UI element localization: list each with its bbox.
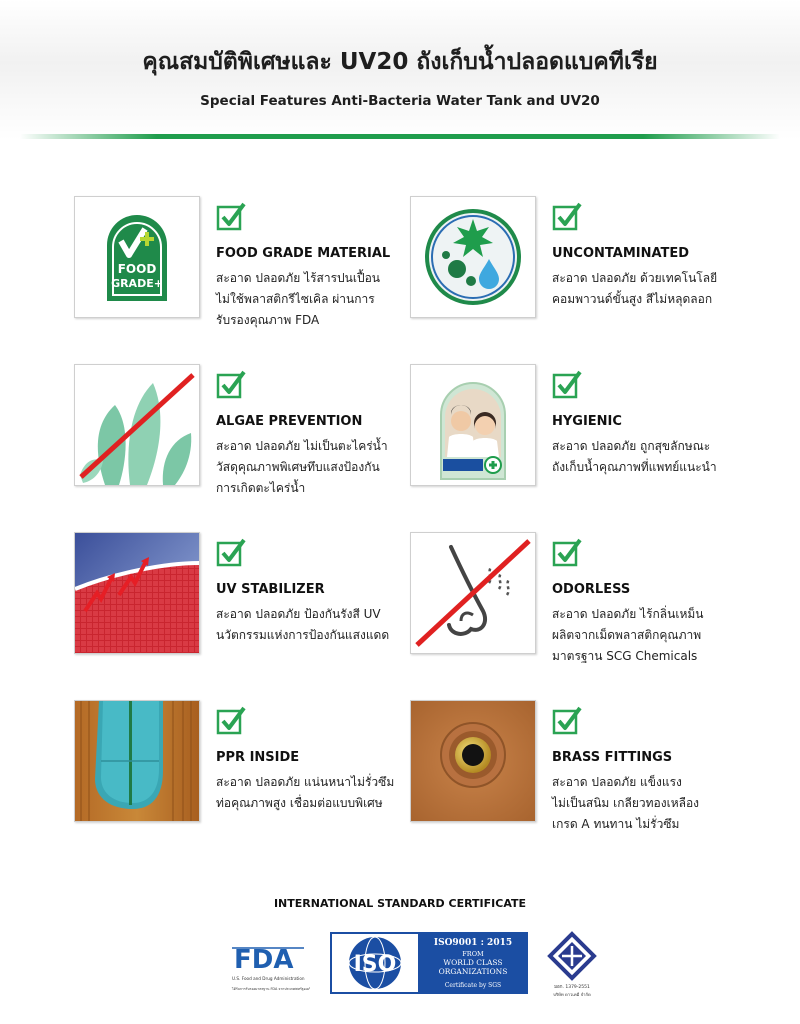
badge-text-grade: GRADE+ <box>111 277 163 290</box>
feature-description <box>552 604 742 667</box>
feature-odorless <box>410 532 740 662</box>
check-icon <box>216 538 246 568</box>
food-grade-badge-icon <box>74 196 200 318</box>
feature-title: ALGAE PREVENTION <box>216 414 363 429</box>
iso-standard-text: ISO9001 : 2015 <box>433 938 513 948</box>
feature-title: BRASS FITTINGS <box>552 750 673 765</box>
check-icon <box>216 370 246 400</box>
description-line: มาตรฐาน SCG Chemicals <box>552 649 698 663</box>
description-line: สะอาด ปลอดภัย ไร้สารปนเปื้อน <box>216 271 380 285</box>
description-line: สะอาด ปลอดภัย ไร้กลิ่นเหม็น <box>552 607 704 621</box>
feature-description <box>216 604 406 646</box>
description-line: ผลิตจากเม็ดพลาสติกคุณภาพ <box>552 628 702 642</box>
check-icon <box>552 202 582 232</box>
ppr-pipe-icon <box>74 700 200 822</box>
page-title-thai: คุณสมบัติพิเศษและ UV20 ถังเก็บน้ำปลอดแบคทีเรีย <box>142 49 658 75</box>
description-line: รับรองคุณภาพ FDA <box>216 313 320 327</box>
tisi-logo <box>542 930 602 1000</box>
check-icon <box>552 538 582 568</box>
check-icon <box>216 202 246 232</box>
header-divider <box>20 134 780 139</box>
badge-text-food: FOOD <box>117 262 157 276</box>
certificate-section-title: INTERNATIONAL STANDARD CERTIFICATE <box>273 897 527 910</box>
feature-brass-fittings <box>410 700 740 830</box>
description-line: คอมพาวนด์ขั้นสูง สีไม่หลุดลอก <box>552 292 713 306</box>
description-line: ท่อคุณภาพสูง เชื่อมต่อแบบพิเศษ <box>216 796 383 810</box>
description-line: ไม่ใช้พลาสติกรีไซเคิล ผ่านการ <box>216 292 375 306</box>
iso-organizations-text: ORGANIZATIONS <box>438 967 508 976</box>
feature-food-grade <box>74 196 404 326</box>
description-line: สะอาด ปลอดภัย ป้องกันรังสี UV <box>216 607 381 621</box>
header <box>0 0 800 140</box>
description-line: เกรด A ทนทาน ไม่รั่วซึม <box>552 817 680 831</box>
description-line: สะอาด ปลอดภัย แน่นหนาไม่รั่วซึม <box>216 775 395 789</box>
description-line: สะอาด ปลอดภัย ถูกสุขลักษณะ <box>552 439 711 453</box>
feature-description <box>552 268 742 310</box>
iso-world-class-text: WORLD CLASS <box>443 958 503 967</box>
iso-certificate-badge <box>330 932 528 994</box>
feature-title: HYGIENIC <box>552 414 622 429</box>
check-icon <box>216 706 246 736</box>
feature-title: UV STABILIZER <box>216 582 325 597</box>
check-icon <box>552 370 582 400</box>
feature-title: PPR INSIDE <box>216 750 300 765</box>
description-line: ไม่เป็นสนิม เกลียวทองเหลือง <box>552 796 700 810</box>
tisi-standard-text: มอก. 1379-2551 <box>554 985 590 990</box>
feature-description <box>552 772 742 835</box>
no-algae-icon <box>74 364 200 486</box>
feature-title: UNCONTAMINATED <box>552 246 690 261</box>
feature-description <box>216 772 406 814</box>
fda-logo-text: FDA <box>234 945 294 975</box>
no-odor-nose-icon <box>410 532 536 654</box>
feature-uncontaminated <box>410 196 740 326</box>
feature-ppr-inside <box>74 700 404 830</box>
feature-algae-prevention <box>74 364 404 494</box>
fda-caption: U.S. Food and Drug Administration <box>232 976 305 981</box>
description-line: ถังเก็บน้ำคุณภาพที่แพทย์แนะนำ <box>552 460 717 474</box>
feature-title: FOOD GRADE MATERIAL <box>216 246 391 261</box>
description-line: นวัตกรรมแห่งการป้องกันแสงแดด <box>216 628 390 642</box>
feature-hygienic <box>410 364 740 494</box>
tisi-company-text: บริษัท ดาวเคมี จำกัด <box>553 992 591 997</box>
feature-description <box>216 436 406 499</box>
germ-shield-icon <box>410 196 536 318</box>
iso-logo-text: ISO <box>353 952 397 977</box>
uv-shield-icon <box>74 532 200 654</box>
feature-title: ODORLESS <box>552 582 631 597</box>
description-line: การเกิดตะไคร่น้ำ <box>216 481 306 495</box>
check-icon <box>552 706 582 736</box>
feature-description <box>552 436 742 478</box>
description-line: สะอาด ปลอดภัย ด้วยเทคโนโลยี <box>552 271 718 285</box>
feature-uv-stabilizer <box>74 532 404 662</box>
iso-sgs-text: Certificate by SGS <box>444 982 502 989</box>
fda-logo <box>228 938 310 994</box>
brass-fitting-icon <box>410 700 536 822</box>
iso-from-text: FROM <box>462 950 484 958</box>
fda-thai-caption: ได้รับการรับรองมาตรฐาน FDA จากประเทศสหรัฐอเมริกา <box>232 987 310 991</box>
description-line: สะอาด ปลอดภัย ไม่เป็นตะไคร่น้ำ <box>216 439 388 453</box>
doctors-photo-icon <box>410 364 536 486</box>
description-line: วัสดุคุณภาพพิเศษทึบแสงป้องกัน <box>216 460 380 474</box>
description-line: สะอาด ปลอดภัย แข็งแรง <box>552 775 682 789</box>
feature-description <box>216 268 406 331</box>
page-title-english: Special Features Anti-Bacteria Water Tank and UV20 <box>200 93 600 109</box>
